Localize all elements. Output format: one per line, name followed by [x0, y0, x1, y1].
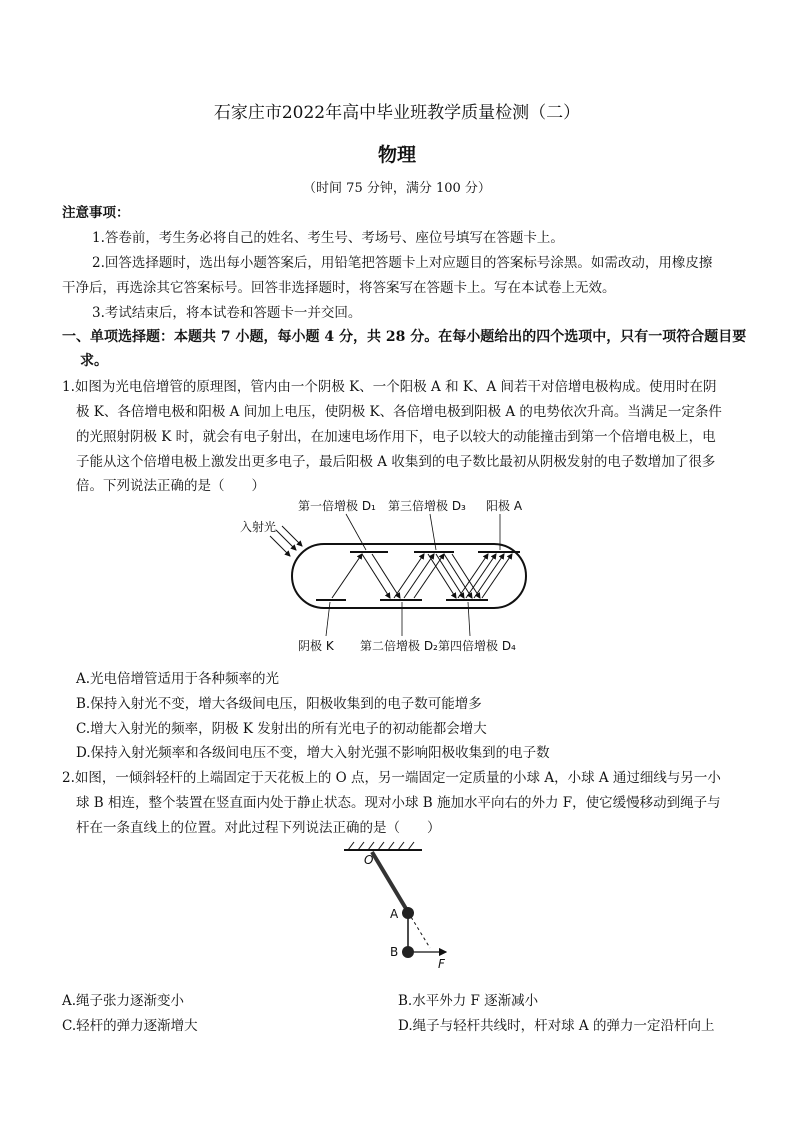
note-item: 干净后，再选涂其它答案标号。回答非选择题时，将答案写在答题卡上。写在本试卷上无效。	[62, 280, 616, 296]
label-cathode: 阴极 K	[298, 639, 334, 653]
q2-text: 杆在一条直线上的位置。对此过程下列说法正确的是（ ）	[76, 820, 441, 836]
note-item: 2.回答选择题时，选出每小题答案后，用铅笔把答题卡上对应题目的答案标号涂黑。如需改动，用橡皮擦	[92, 255, 713, 271]
label-ball-b: B	[390, 945, 399, 959]
q2-text: 2.如图，一倾斜轻杆的上端固定于天花板上的 O 点，另一端固定一定质量的小球 A，小球 A 通过细线与另一小	[62, 770, 721, 786]
q1-text: 1.如图为光电倍增管的原理图，管内由一个阴极 K、一个阳极 A 和 K、A 间若干对倍增电极构成。使用时在阴	[62, 379, 717, 395]
note-item: 1.答卷前，考生务必将自己的姓名、考生号、考场号、座位号填写在答题卡上。	[92, 230, 564, 246]
q1-text: 子能从这个倍增电极上激发出更多电子，最后阳极 A 收集到的电子数比最初从阴极发射的电子数增加了很多	[76, 454, 716, 470]
label-force-f: F	[438, 957, 445, 971]
subject-title: 物理	[377, 144, 416, 166]
q2-option-d: D.绳子与轻杆共线时，杆对球 A 的弹力一定沿杆向上	[398, 1018, 715, 1034]
label-incident-light: 入射光	[240, 520, 277, 534]
q1-text: 的光照射阴极 K 时，就会有电子射出，在加速电场作用下，电子以较大的动能撞击到第一个倍增电极上，电	[76, 429, 716, 445]
rod-ball-diagram	[338, 838, 458, 978]
q2-option-b: B.水平外力 F 逐渐减小	[398, 993, 539, 1009]
label-ball-a: A	[390, 907, 399, 921]
exam-title: 石家庄市2022年高中毕业班教学质量检测（二）	[213, 103, 581, 123]
time-info: （时间 75 分钟，满分 100 分）	[303, 181, 491, 196]
label-point-o: O	[364, 853, 374, 867]
note-item: 3.考试结束后，将本试卷和答题卡一并交回。	[92, 305, 362, 321]
q1-text: 极 K、各倍增电极和阳极 A 间加上电压，使阴极 K、各倍增电极到阳极 A 的电势依次升高。当满足一定条件	[76, 404, 722, 420]
label-dynode-d2: 第二倍增极 D₂	[360, 639, 438, 653]
label-dynode-d3: 第三倍增极 D₃	[388, 499, 466, 513]
label-anode: 阳极 A	[486, 499, 523, 513]
q2-option-c: C.轻杆的弹力逐渐增大	[62, 1018, 198, 1034]
label-dynode-d1: 第一倍增极 D₁	[298, 499, 376, 513]
section-heading-cont: 求。	[80, 353, 108, 369]
q2-option-a: A.绳子张力逐渐变小	[62, 993, 185, 1009]
q1-option-d: D.保持入射光频率和各级间电压不变，增大入射光强不影响阳极收集到的电子数	[76, 745, 550, 761]
q2-text: 球 B 相连，整个装置在竖直面内处于静止状态。现对小球 B 施加水平向右的外力 F，使它缓慢移动到绳子与	[76, 795, 721, 811]
q1-text: 倍。下列说法正确的是（ ）	[76, 478, 265, 494]
photomultiplier-diagram	[238, 492, 558, 664]
label-dynode-d4: 第四倍增极 D₄	[438, 639, 516, 653]
q1-option-c: C.增大入射光的频率，阴极 K 发射出的所有光电子的初动能都会增大	[76, 721, 487, 737]
notes-heading: 注意事项：	[62, 205, 130, 221]
q1-option-a: A.光电倍增管适用于各种频率的光	[76, 671, 280, 687]
q1-option-b: B.保持入射光不变，增大各级间电压，阳极收集到的电子数可能增多	[76, 696, 482, 712]
section-heading: 一、单项选择题：本题共 7 小题，每小题 4 分，共 28 分。在每小题给出的四个选项中，只有一项符合题目要	[62, 329, 747, 345]
